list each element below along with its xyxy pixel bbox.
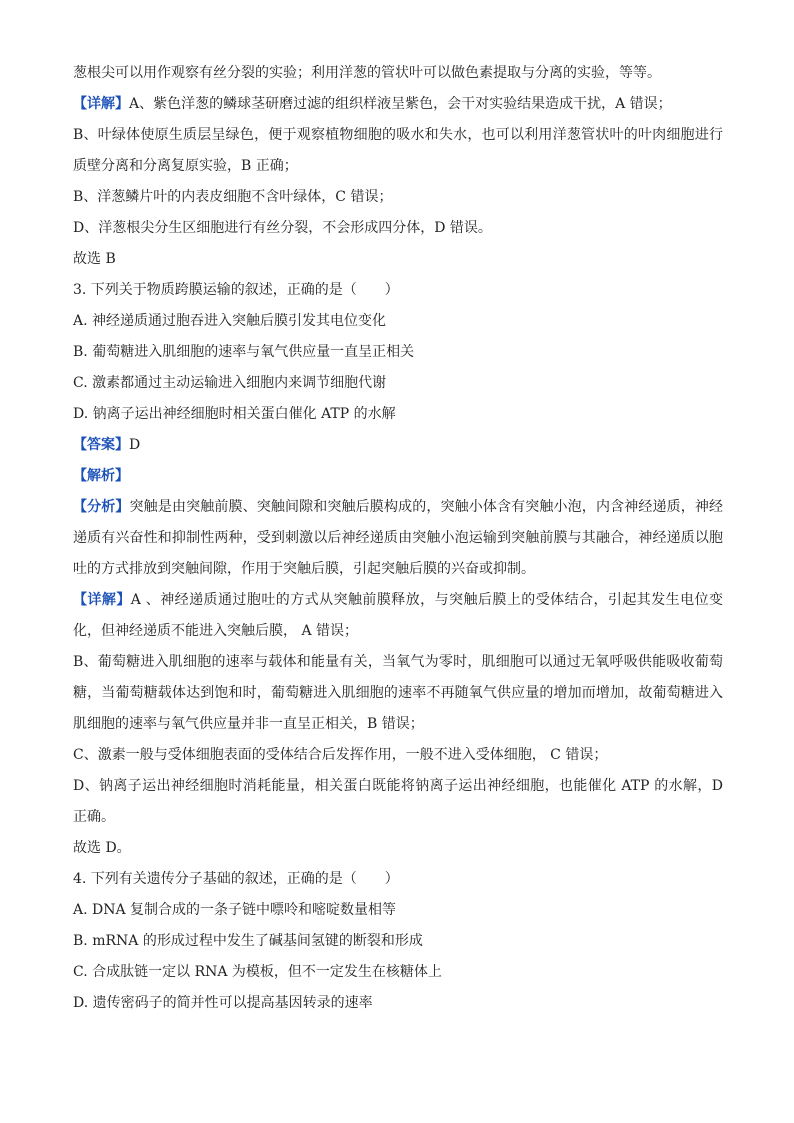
q3-conclusion: 故选 D。 <box>73 840 131 856</box>
q3-option-b: B. 葡萄糖进入肌细胞的速率与氧气供应量一直呈正相关 <box>73 344 415 360</box>
q3-detail-c: C、激素一般与受体细胞表面的受体结合后发挥作用，一般不进入受体细胞， C 错误； <box>73 747 608 763</box>
answer-tag: 【答案】 <box>73 437 129 453</box>
detail-a-text: A 、神经递质通过胞吐的方式从突触前膜释放，与突触后膜上的受体结合，引起其发生电位变化，但神经递质不能进入突触后膜， A 错误； <box>73 592 724 639</box>
prev-detail-a <box>73 89 723 120</box>
q3-detail-d: D、钠离子运出神经细胞时消耗能量，相关蛋白既能将钠离子运出神经细胞，也能催化 ATP 的水解，D 正确。 <box>73 778 723 825</box>
fenxi-tag: 【分析】 <box>73 499 130 515</box>
prev-detail-c: B、洋葱鳞片叶的内表皮细胞不含叶绿体，C 错误； <box>73 189 393 205</box>
document-page <box>73 58 723 1019</box>
fenxi-text: 突触是由突触前膜、突触间隙和突触后膜构成的，突触小体含有突触小泡，内含神经递质，神经递质有兴奋性和抑制性两种，受到刺激以后神经递质由突触小泡运输到突触前膜与其融合，神经递质以胞吐的方式排放到突触间隙，作用于突触后膜，引起突触后膜的兴奋或抑制。 <box>73 499 724 577</box>
q3-detail-a <box>73 585 723 647</box>
analysis-tag: 【解析】 <box>73 468 129 484</box>
detail-a-text: A、紫色洋葱的鳞球茎研磨过滤的组织样液呈紫色，会干对实验结果造成干扰，A 错误； <box>129 96 672 112</box>
q4-option-b: B. mRNA 的形成过程中发生了碱基间氢键的断裂和形成 <box>73 933 423 949</box>
prev-conclusion: 故选 B <box>73 251 116 267</box>
question-4-stem: 4. 下列有关遗传分子基础的叙述，正确的是（ ） <box>73 871 399 887</box>
answer-value: D <box>129 437 141 453</box>
question-3-stem: 3. 下列关于物质跨膜运输的叙述，正确的是（ ） <box>73 282 399 298</box>
q3-fenxi <box>73 492 723 585</box>
q4-option-c: C. 合成肽链一定以 RNA 为模板，但不一定发生在核糖体上 <box>73 964 442 980</box>
q3-answer <box>73 430 723 461</box>
q4-option-a: A. DNA 复制合成的一条子链中嘌呤和嘧啶数量相等 <box>73 902 397 918</box>
q3-analysis-tag <box>73 461 723 492</box>
q3-option-c: C. 激素都通过主动运输进入细胞内来调节细胞代谢 <box>73 375 387 391</box>
xiangjie-tag: 【详解】 <box>73 592 131 608</box>
prev-detail-b: B、叶绿体使原生质层呈绿色，便于观察植物细胞的吸水和失水，也可以利用洋葱管状叶的叶肉细胞进行质壁分离和分离复原实验，B 正确； <box>73 127 723 174</box>
q3-option-a: A. 神经递质通过胞吞进入突触后膜引发其电位变化 <box>73 313 387 329</box>
prev-detail-d: D、洋葱根尖分生区细胞进行有丝分裂，不会形成四分体，D 错误。 <box>73 220 492 236</box>
q4-option-d: D. 遗传密码子的简并性可以提高基因转录的速率 <box>73 995 373 1011</box>
detail-tag: 【详解】 <box>73 96 129 112</box>
prev-explanation-line: 葱根尖可以用作观察有丝分裂的实验；利用洋葱的管状叶可以做色素提取与分离的实验，等等。 <box>73 65 661 81</box>
q3-option-d: D. 钠离子运出神经细胞时相关蛋白催化 ATP 的水解 <box>73 406 396 422</box>
q3-detail-b: B、葡萄糖进入肌细胞的速率与载体和能量有关，当氧气为零时，肌细胞可以通过无氧呼吸供能吸收葡萄糖，当葡萄糖载体达到饱和时，葡萄糖进入肌细胞的速率不再随氧气供应量的增加而增加，故葡萄糖进入肌细胞的速率与氧气供应量并非一直呈正相关，B 错误； <box>73 654 723 732</box>
